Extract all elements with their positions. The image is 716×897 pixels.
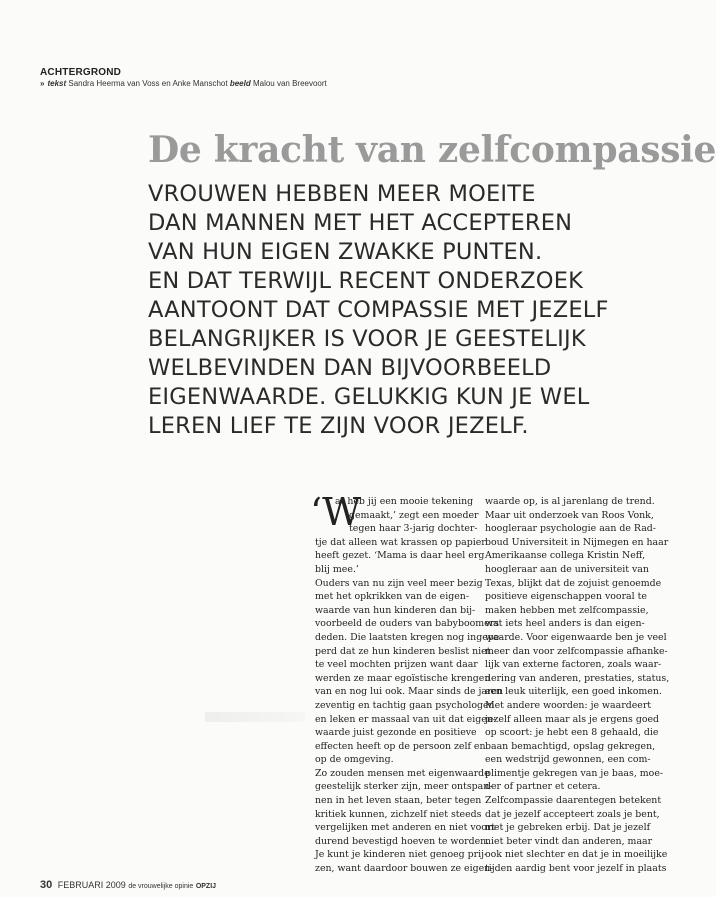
- body-line: heeft gezet. ‘Mama is daar heel erg: [315, 550, 485, 562]
- intro-line: WELBEVINDEN DAN BIJVOORBEELD: [148, 355, 552, 381]
- drop-cap: ‘W: [310, 490, 362, 534]
- body-line: Met andere woorden: je waardeert: [485, 699, 652, 711]
- issue-date: FEBRUARI 2009: [57, 880, 126, 890]
- body-line: baan bemachtigd, opslag gekregen,: [485, 740, 656, 752]
- body-line: positieve eigenschappen vooral te: [485, 591, 647, 603]
- body-line: der of partner et cetera.: [485, 781, 601, 793]
- body-line: lijk van externe factoren, zoals waar-: [485, 659, 662, 671]
- body-line: van en nog lui ook. Maar sinds de jaren: [315, 686, 504, 698]
- body-line: meer dan voor zelfcompassie afhanke-: [485, 645, 668, 657]
- body-line: tijden aardig bent voor jezelf in plaats: [485, 863, 667, 875]
- intro-line: DAN MANNEN MET HET ACCEPTEREN: [148, 210, 573, 236]
- page-number: 30: [40, 879, 53, 891]
- body-line: tegen haar 3-jarig dochter-: [349, 523, 478, 535]
- intro-line: VROUWEN HEBBEN MEER MOEITE: [148, 181, 536, 207]
- body-line: een wedstrijd gewonnen, een com-: [485, 754, 651, 766]
- magazine-name: OPZIJ: [195, 883, 217, 890]
- body-line: op de omgeving.: [315, 754, 394, 766]
- body-line: werden ze maar egoïstische krengen: [315, 672, 491, 684]
- body-line: op scoort: je hebt een 8 gehaald, die: [485, 727, 659, 739]
- body-line: waarde op, is al jarenlang de trend.: [485, 496, 655, 507]
- body-line: met je gebreken erbij. Dat je jezelf: [485, 822, 651, 834]
- byline-arrow: »: [40, 79, 45, 88]
- body-line: ook niet slechter en dat je in moeilijke: [485, 849, 668, 861]
- body-line: vergelijken met anderen en niet voort-: [315, 822, 499, 834]
- body-line: blij mee.’: [315, 563, 359, 575]
- byline-text-keyword: tekst: [47, 79, 67, 88]
- headline: De kracht van zelfcompassie: [148, 129, 716, 171]
- body-line: kritiek kunnen, zichzelf niet steeds: [315, 808, 482, 820]
- faint-show-through: [205, 712, 305, 722]
- body-line: boud Universiteit in Nijmegen en haar: [485, 536, 669, 548]
- body-line: tje dat alleen wat krassen op papier: [315, 536, 486, 548]
- body-line: nen in het leven staan, beter tegen: [315, 795, 482, 807]
- body-line: Texas, blijkt dat de zojuist genoemde: [485, 577, 662, 589]
- body-line: waarde juist gezonde en positieve: [315, 727, 477, 739]
- body-line: wat iets heel anders is dan eigen-: [485, 618, 645, 630]
- intro-line: EN DAT TERWIJL RECENT ONDERZOEK: [148, 268, 584, 294]
- body-line: maken hebben met zelfcompassie,: [485, 604, 649, 616]
- body-column-1: [310, 490, 504, 876]
- body-line: jezelf alleen maar als je ergens goed: [485, 713, 660, 725]
- page-footer: [40, 879, 216, 891]
- body-line: Amerikaanse collega Kristin Neff,: [485, 550, 646, 562]
- intro-paragraph: [148, 180, 618, 441]
- body-line: een leuk uiterlijk, een goed inkomen.: [485, 686, 662, 698]
- body-line: niet beter vindt dan anderen, maar: [485, 835, 653, 847]
- body-line: hoogleraar aan de universiteit van: [485, 563, 649, 575]
- body-line: plimentje gekregen van je baas, moe-: [485, 767, 664, 779]
- body-line: perd dat ze hun kinderen beslist niet: [315, 645, 491, 657]
- body-line: Je kunt je kinderen niet genoeg prij-: [315, 849, 488, 861]
- body-line: voorbeeld de ouders van babyboomers: [315, 618, 499, 630]
- body-line: deden. Die laatsten kregen nog ingepe-: [315, 631, 503, 643]
- byline-illustrator: Malou van Breevoort: [252, 79, 327, 88]
- byline: [40, 79, 327, 88]
- body-line: dat je jezelf accepteert zoals je bent,: [485, 808, 660, 820]
- body-line: durend bevestigd hoeven te worden.: [315, 835, 490, 847]
- intro-line: EIGENWAARDE. GELUKKIG KUN JE WEL: [148, 384, 590, 410]
- body-line: Zelfcompassie daarentegen betekent: [485, 795, 662, 807]
- body-line: at heb jij een mooie tekening: [335, 496, 474, 507]
- body-line: zen, want daardoor bouwen ze eigen-: [315, 863, 494, 875]
- body-line: effecten heeft op de persoon zelf en: [315, 740, 486, 752]
- body-column-2: [485, 495, 670, 876]
- body-line: en leken er massaal van uit dat eigen-: [315, 713, 496, 725]
- body-line: met het opkrikken van de eigen-: [315, 591, 469, 603]
- body-line: geestelijk sterker zijn, meer ontspan-: [315, 781, 493, 793]
- body-line: Zo zouden mensen met eigenwaarde: [315, 767, 490, 779]
- intro-line: AANTOONT DAT COMPASSIE MET JEZELF: [148, 297, 609, 323]
- section-label: ACHTERGROND: [40, 67, 122, 78]
- body-line: waarde. Voor eigenwaarde ben je veel: [485, 631, 667, 643]
- intro-line: LEREN LIEF TE ZIJN VOOR JEZELF.: [148, 413, 529, 439]
- body-line: dering van anderen, prestaties, status,: [485, 672, 670, 684]
- intro-line: VAN HUN EIGEN ZWAKKE PUNTEN.: [148, 239, 543, 265]
- magazine-tagline: de vrouwelijke opinie: [128, 883, 194, 890]
- body-line: Ouders van nu zijn veel meer bezig: [315, 577, 483, 589]
- byline-authors: Sandra Heerma van Voss en Anke Manschot: [68, 79, 228, 88]
- body-line: hoogleraar psychologie aan de Rad-: [485, 523, 656, 535]
- byline-image-keyword: beeld: [229, 79, 251, 88]
- body-line: waarde van hun kinderen dan bij-: [315, 604, 476, 616]
- body-line: gemaakt,’ zegt een moeder: [349, 509, 479, 521]
- body-line: te veel mochten prijzen want daar: [315, 659, 478, 671]
- intro-line: BELANGRIJKER IS VOOR JE GEESTELIJK: [148, 326, 586, 352]
- body-line: Maar uit onderzoek van Roos Vonk,: [485, 509, 654, 521]
- body-line: zeventig en tachtig gaan psychologen: [315, 699, 495, 711]
